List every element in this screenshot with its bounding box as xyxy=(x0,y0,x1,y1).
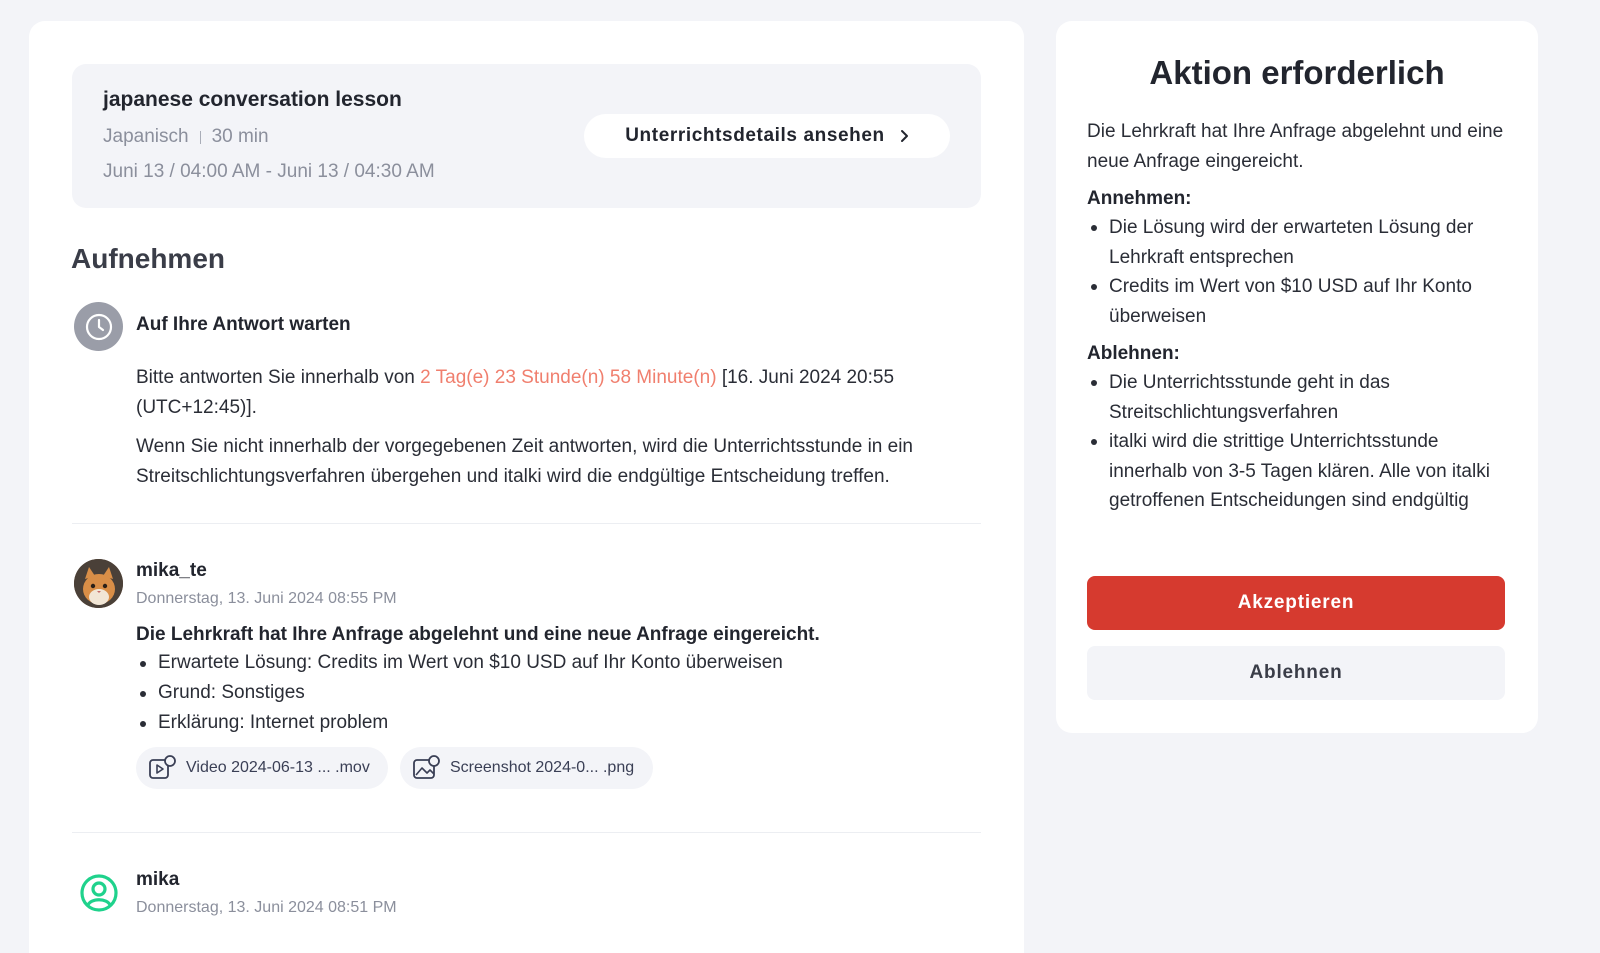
message-date: Donnerstag, 13. Juni 2024 08:55 PM xyxy=(136,590,397,607)
accept-points xyxy=(1087,213,1517,331)
waiting-title: Auf Ihre Antwort warten xyxy=(136,314,351,335)
attachment-image[interactable] xyxy=(400,747,653,789)
avatar[interactable] xyxy=(74,559,123,608)
list-item: italki wird die strittige Unterrichtsstunde innerhalb von 3-5 Tagen klären. Alle von italki getroffenen Entscheidungen sind endgültig xyxy=(1087,427,1517,516)
reject-button[interactable]: Ablehnen xyxy=(1087,646,1505,700)
lesson-summary xyxy=(72,64,981,208)
message-username[interactable]: mika_te xyxy=(136,560,207,581)
message-date: Donnerstag, 13. Juni 2024 08:51 PM xyxy=(136,899,397,916)
countdown-text: 2 Tag(e) 23 Stunde(n) 58 Minute(n) xyxy=(420,367,717,388)
respond-prefix: Bitte antworten Sie innerhalb von xyxy=(136,367,421,388)
action-panel-intro: Die Lehrkraft hat Ihre Anfrage abgelehnt und eine neue Anfrage eingereicht. xyxy=(1087,121,1504,172)
divider xyxy=(72,832,981,833)
details-button-label: Unterrichtsdetails ansehen xyxy=(625,125,885,146)
reject-points xyxy=(1087,368,1517,516)
image-file-icon xyxy=(412,754,442,782)
list-item: Die Unterrichtsstunde geht in das Streitschlichtungsverfahren xyxy=(1087,368,1517,427)
view-lesson-details-button[interactable] xyxy=(584,114,950,158)
chevron-right-icon xyxy=(899,129,909,143)
respond-suffix: [16. Juni 2024 20:55 (UTC+12:45)]. xyxy=(136,367,895,418)
action-panel-title: Aktion erforderlich xyxy=(1149,54,1445,91)
lesson-time-range: Juni 13 / 04:00 AM - Juni 13 / 04:30 AM xyxy=(103,161,435,182)
attachment-name: Video 2024-06-13 ... .mov xyxy=(186,759,370,776)
message-details-list xyxy=(136,648,783,738)
accept-heading: Annehmen: xyxy=(1087,188,1192,209)
lesson-title: japanese conversation lesson xyxy=(103,88,402,111)
message-headline: Die Lehrkraft hat Ihre Anfrage abgelehnt und eine neue Anfrage eingereicht. xyxy=(136,624,820,645)
attachment-video[interactable] xyxy=(136,747,388,789)
list-item: Die Lösung wird der erwarteten Lösung der Lehrkraft entsprechen xyxy=(1087,213,1517,272)
action-panel xyxy=(1056,21,1538,733)
list-item: Erwartete Lösung: Credits im Wert von $10 USD auf Ihr Konto überweisen xyxy=(136,648,783,678)
attachment-name: Screenshot 2024-0... .png xyxy=(450,759,635,776)
video-file-icon xyxy=(148,754,178,782)
warning-text: Wenn Sie nicht innerhalb der vorgegebenen Zeit antworten, wird die Unterrichtsstunde in ein Streitschlichtungsverfahren übergehen und italki wird die endgültige Entscheidung treffen. xyxy=(136,436,913,487)
lesson-meta xyxy=(103,126,269,148)
list-item: Grund: Sonstiges xyxy=(136,678,783,708)
cat-photo-icon xyxy=(74,559,123,608)
meta-separator xyxy=(200,131,201,144)
message-username[interactable]: mika xyxy=(136,869,180,890)
list-item: Erklärung: Internet problem xyxy=(136,708,783,738)
dispute-card xyxy=(29,21,1024,953)
reject-heading: Ablehnen: xyxy=(1087,343,1180,364)
list-item: Credits im Wert von $10 USD auf Ihr Konto überweisen xyxy=(1087,272,1517,331)
clock-icon xyxy=(74,302,123,351)
accept-button[interactable]: Akzeptieren xyxy=(1087,576,1505,630)
divider xyxy=(72,523,981,524)
respond-deadline-text xyxy=(136,363,976,423)
user-avatar-icon[interactable] xyxy=(74,868,123,917)
lesson-duration: 30 min xyxy=(211,126,269,147)
lesson-language: Japanisch xyxy=(103,126,189,147)
section-title: Aufnehmen xyxy=(71,243,225,274)
